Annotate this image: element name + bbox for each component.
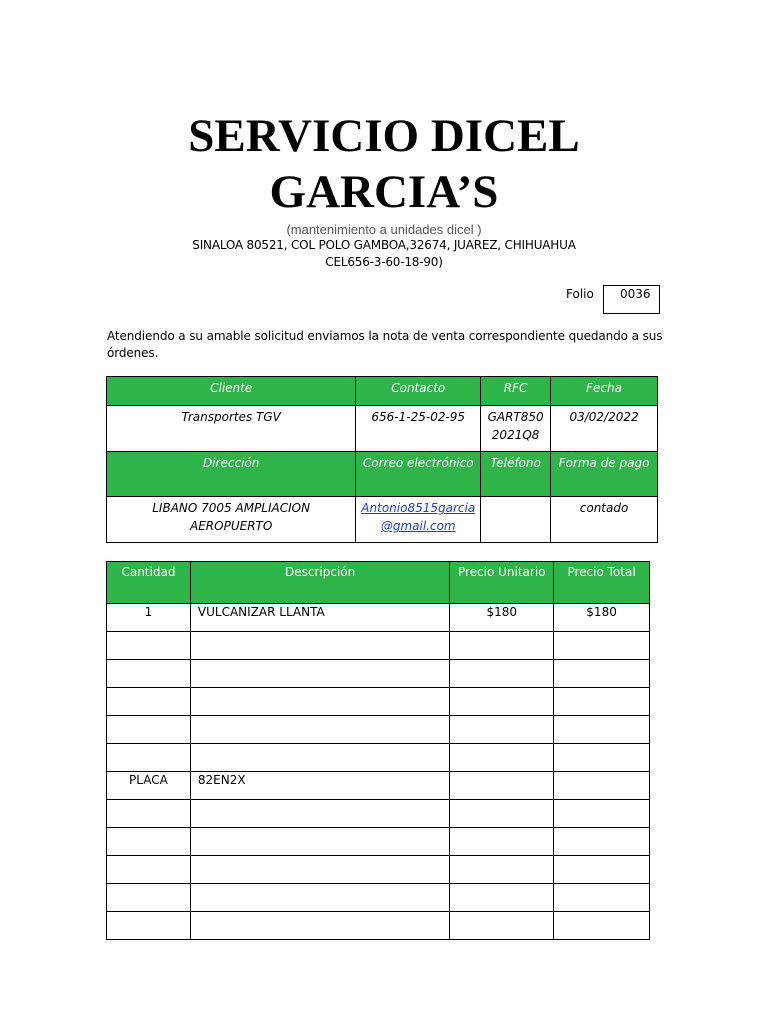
header-cliente: Cliente [107,377,356,406]
table-row [107,884,650,912]
header-descripcion: Descripción [190,562,449,604]
info-data-row-2 [107,497,658,543]
descripcion-cell [190,744,449,772]
precio-unitario-cell [450,744,554,772]
descripcion-cell [190,800,449,828]
items-header-row [107,562,650,604]
precio-unitario-cell [450,856,554,884]
cantidad-cell [107,800,191,828]
header-cantidad: Cantidad [107,562,191,604]
table-row [107,828,650,856]
table-row [107,772,650,800]
precio-total-cell [554,856,650,884]
header-fecha: Fecha [551,377,658,406]
folio-number: 0036 [603,285,660,314]
precio-unitario-cell: $180 [450,604,554,632]
precio-unitario-cell [450,632,554,660]
precio-total-cell [554,632,650,660]
precio-total-cell [554,688,650,716]
cantidad-cell [107,716,191,744]
descripcion-cell [190,632,449,660]
rfc-value: GART850 2021Q8 [481,406,551,452]
descripcion-cell [190,856,449,884]
precio-total-cell: $180 [554,604,650,632]
cantidad-cell [107,856,191,884]
customer-info-table [106,376,658,543]
precio-unitario-cell [450,716,554,744]
cantidad-cell [107,744,191,772]
info-data-row [107,406,658,452]
header-correo: Correo electrónico [356,452,481,497]
precio-unitario-cell [450,912,554,940]
precio-total-cell [554,828,650,856]
precio-total-cell [554,772,650,800]
descripcion-cell: 82EN2X [190,772,449,800]
company-subtitle: (mantenimiento a unidades dicel ) [286,222,482,237]
descripcion-cell [190,688,449,716]
table-row [107,716,650,744]
folio-label: Folio [566,287,594,301]
cantidad-cell: PLACA [107,772,191,800]
descripcion-cell [190,828,449,856]
descripcion-cell [190,912,449,940]
table-row [107,632,650,660]
company-phone: CEL656-3-60-18-90) [325,255,443,269]
descripcion-cell [190,660,449,688]
fecha-value: 03/02/2022 [551,406,658,452]
precio-unitario-cell [450,772,554,800]
telefono-value [481,497,551,543]
email-link[interactable]: Antonio8515garcia@gmail.com [361,501,476,533]
header-precio-total: Precio Total [554,562,650,604]
company-address: SINALOA 80521, COL POLO GAMBOA,32674, JUAREZ, CHIHUAHUA [192,238,576,252]
cantidad-cell [107,828,191,856]
table-row [107,800,650,828]
header-forma-pago: Forma de pago [551,452,658,497]
table-row [107,744,650,772]
table-row [107,688,650,716]
direccion-value: LIBANO 7005 AMPLIACION AEROPUERTO [107,497,356,543]
table-row [107,912,650,940]
info-header-row [107,377,658,406]
intro-text: Atendiendo a su amable solicitud enviamos la nota de venta correspondiente quedando a sus órdenes. [107,329,663,360]
precio-total-cell [554,884,650,912]
precio-unitario-cell [450,800,554,828]
precio-unitario-cell [450,660,554,688]
cantidad-cell [107,884,191,912]
precio-total-cell [554,660,650,688]
header-contacto: Contacto [356,377,481,406]
header-rfc: RFC [481,377,551,406]
forma-pago-value: contado [551,497,658,543]
precio-unitario-cell [450,884,554,912]
header-direccion: Dirección [107,452,356,497]
header-telefono: Teléfono [481,452,551,497]
precio-total-cell [554,800,650,828]
cantidad-cell [107,632,191,660]
company-name-line2: GARCIA’S [269,166,499,218]
contacto-value: 656-1-25-02-95 [356,406,481,452]
descripcion-cell: VULCANIZAR LLANTA [190,604,449,632]
item-rows [107,604,650,940]
header-precio-unitario: Precio Unitario [450,562,554,604]
company-name-line1: SERVICIO DICEL [188,110,580,162]
precio-total-cell [554,716,650,744]
cantidad-cell [107,688,191,716]
cantidad-cell [107,912,191,940]
precio-unitario-cell [450,828,554,856]
table-row [107,604,650,632]
precio-unitario-cell [450,688,554,716]
correo-cell [356,497,481,543]
precio-total-cell [554,744,650,772]
table-row [107,660,650,688]
info-header-row-2 [107,452,658,497]
descripcion-cell [190,716,449,744]
items-table [106,561,650,940]
cantidad-cell [107,660,191,688]
precio-total-cell [554,912,650,940]
table-row [107,856,650,884]
cantidad-cell: 1 [107,604,191,632]
cliente-value: Transportes TGV [107,406,356,452]
descripcion-cell [190,884,449,912]
